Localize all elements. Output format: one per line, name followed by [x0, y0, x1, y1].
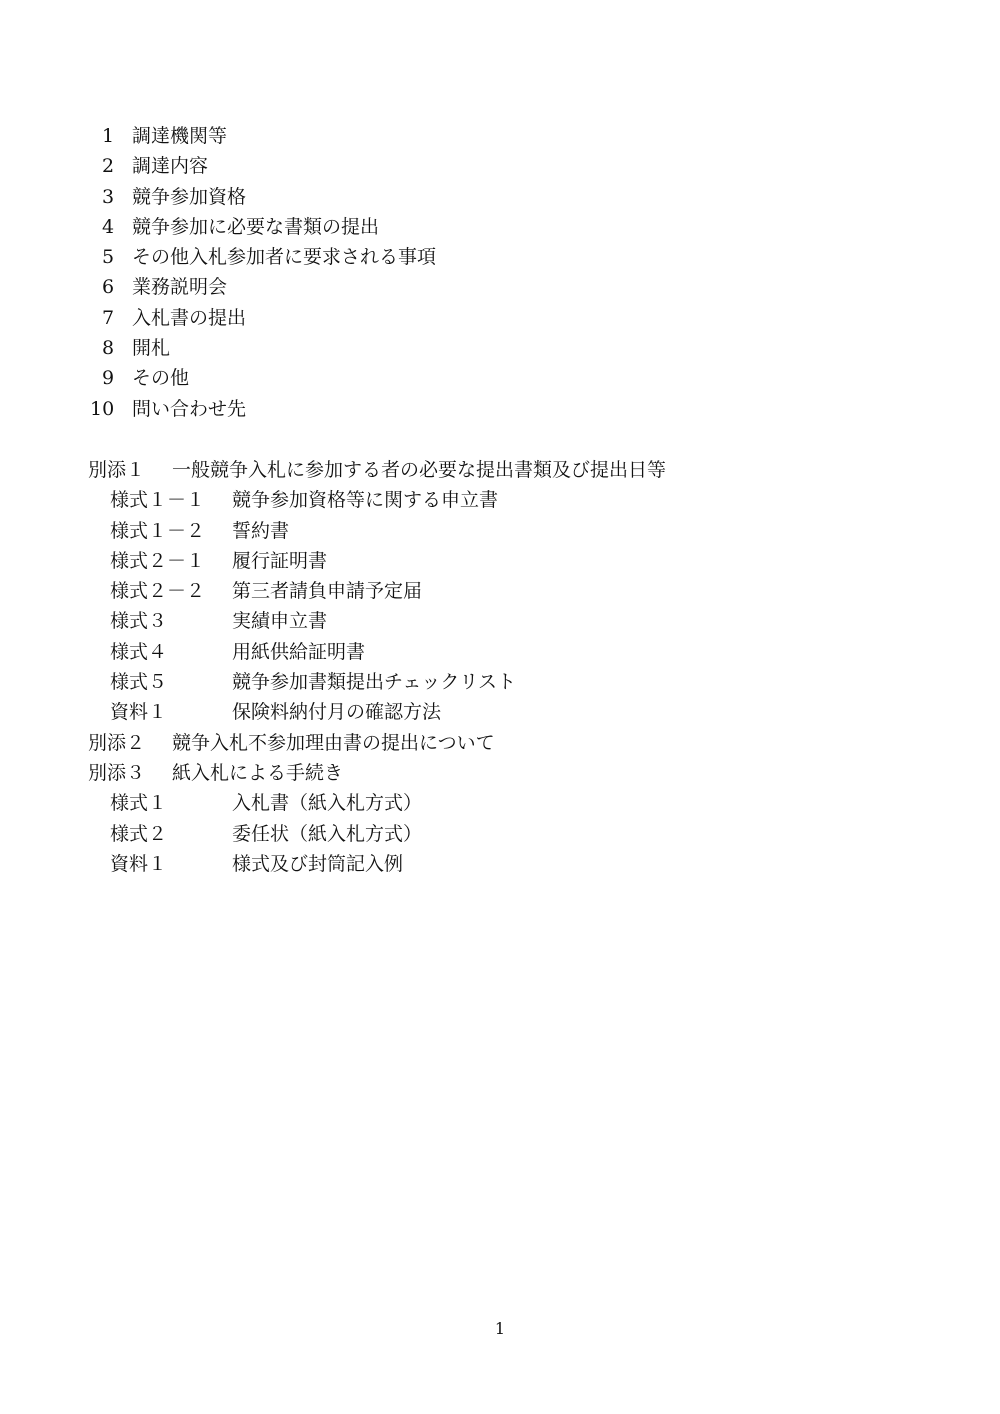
section-number: 7 — [101, 306, 115, 329]
form-label: 資料１ — [110, 852, 168, 875]
attachment-label: 別添１ — [88, 458, 146, 481]
section-number: 5 — [101, 246, 115, 269]
form-label: 様式２ — [110, 822, 168, 845]
toc-section-9 — [88, 363, 888, 393]
section-title: 競争参加資格 — [132, 185, 247, 208]
section-title: 入札書の提出 — [132, 306, 247, 329]
attachment-1-item — [88, 516, 888, 546]
toc-section-1 — [88, 121, 888, 151]
section-title: 調達機関等 — [132, 125, 228, 147]
form-label: 様式１－１ — [110, 489, 206, 512]
attachment-title: 紙入札による手続き — [172, 761, 344, 784]
section-number: 1 — [101, 125, 115, 147]
section-number: 9 — [101, 367, 115, 390]
toc-section-7 — [88, 303, 888, 333]
section-title: 問い合わせ先 — [132, 397, 247, 420]
section-title: その他入札参加者に要求される事項 — [132, 246, 437, 269]
form-title: 保険料納付月の確認方法 — [232, 701, 442, 724]
form-title: 様式及び封筒記入例 — [232, 852, 404, 875]
attachment-3-item — [88, 819, 888, 849]
form-title: 競争参加資格等に関する申立書 — [232, 489, 499, 512]
section-title: 業務説明会 — [132, 276, 228, 299]
form-label: 様式３ — [110, 610, 168, 633]
attachment-label: 別添２ — [88, 731, 146, 754]
section-number: 8 — [101, 337, 115, 360]
attachment-1 — [88, 455, 888, 485]
section-number: 6 — [101, 276, 115, 299]
form-title: 入札書（紙入札方式） — [232, 792, 423, 815]
attachment-1-item — [88, 697, 888, 727]
attachment-title: 競争入札不参加理由書の提出について — [172, 731, 495, 754]
form-title: 実績申立書 — [232, 610, 328, 633]
form-title: 競争参加書類提出チェックリスト — [232, 671, 517, 694]
section-title: 開札 — [132, 337, 171, 360]
attachment-title: 一般競争入札に参加する者の必要な提出書類及び提出日等 — [172, 458, 667, 481]
form-label: 様式５ — [110, 671, 168, 694]
attachment-3-item — [88, 849, 888, 879]
form-title: 用紙供給証明書 — [232, 640, 366, 663]
form-title: 履行証明書 — [232, 549, 328, 572]
form-label: 様式１－２ — [110, 519, 206, 542]
form-label: 様式２－２ — [110, 580, 206, 603]
attachment-1-item — [88, 576, 888, 606]
form-label: 様式２－１ — [110, 549, 206, 572]
toc-section-4 — [88, 212, 888, 242]
form-label: 様式１ — [110, 792, 168, 815]
toc-section-3 — [88, 182, 888, 212]
table-of-contents — [88, 121, 888, 879]
attachment-1-item — [88, 546, 888, 576]
form-label: 様式４ — [110, 640, 168, 663]
toc-section-2 — [88, 151, 888, 181]
form-title: 誓約書 — [232, 519, 290, 542]
attachment-1-item — [88, 606, 888, 636]
form-label: 資料１ — [110, 701, 168, 724]
section-number: 2 — [101, 155, 115, 178]
section-number: 4 — [101, 215, 115, 238]
attachment-1-item — [88, 667, 888, 697]
section-title: 調達内容 — [132, 155, 209, 178]
toc-section-6 — [88, 272, 888, 302]
section-spacer — [88, 424, 888, 455]
section-title: 競争参加に必要な書類の提出 — [132, 215, 380, 238]
section-number: 10 — [90, 397, 115, 420]
toc-section-10 — [88, 394, 888, 424]
attachment-3 — [88, 758, 888, 788]
section-number: 3 — [101, 185, 115, 208]
toc-section-5 — [88, 242, 888, 272]
page-number: 1 — [494, 1319, 506, 1338]
form-title: 委任状（紙入札方式） — [232, 822, 423, 845]
attachment-2 — [88, 728, 888, 758]
section-title: その他 — [132, 367, 190, 390]
attachment-1-item — [88, 637, 888, 667]
toc-section-8 — [88, 333, 888, 363]
form-title: 第三者請負申請予定届 — [232, 580, 423, 603]
attachment-3-item — [88, 788, 888, 818]
attachment-1-item — [88, 485, 888, 515]
attachment-label: 別添３ — [88, 761, 146, 784]
